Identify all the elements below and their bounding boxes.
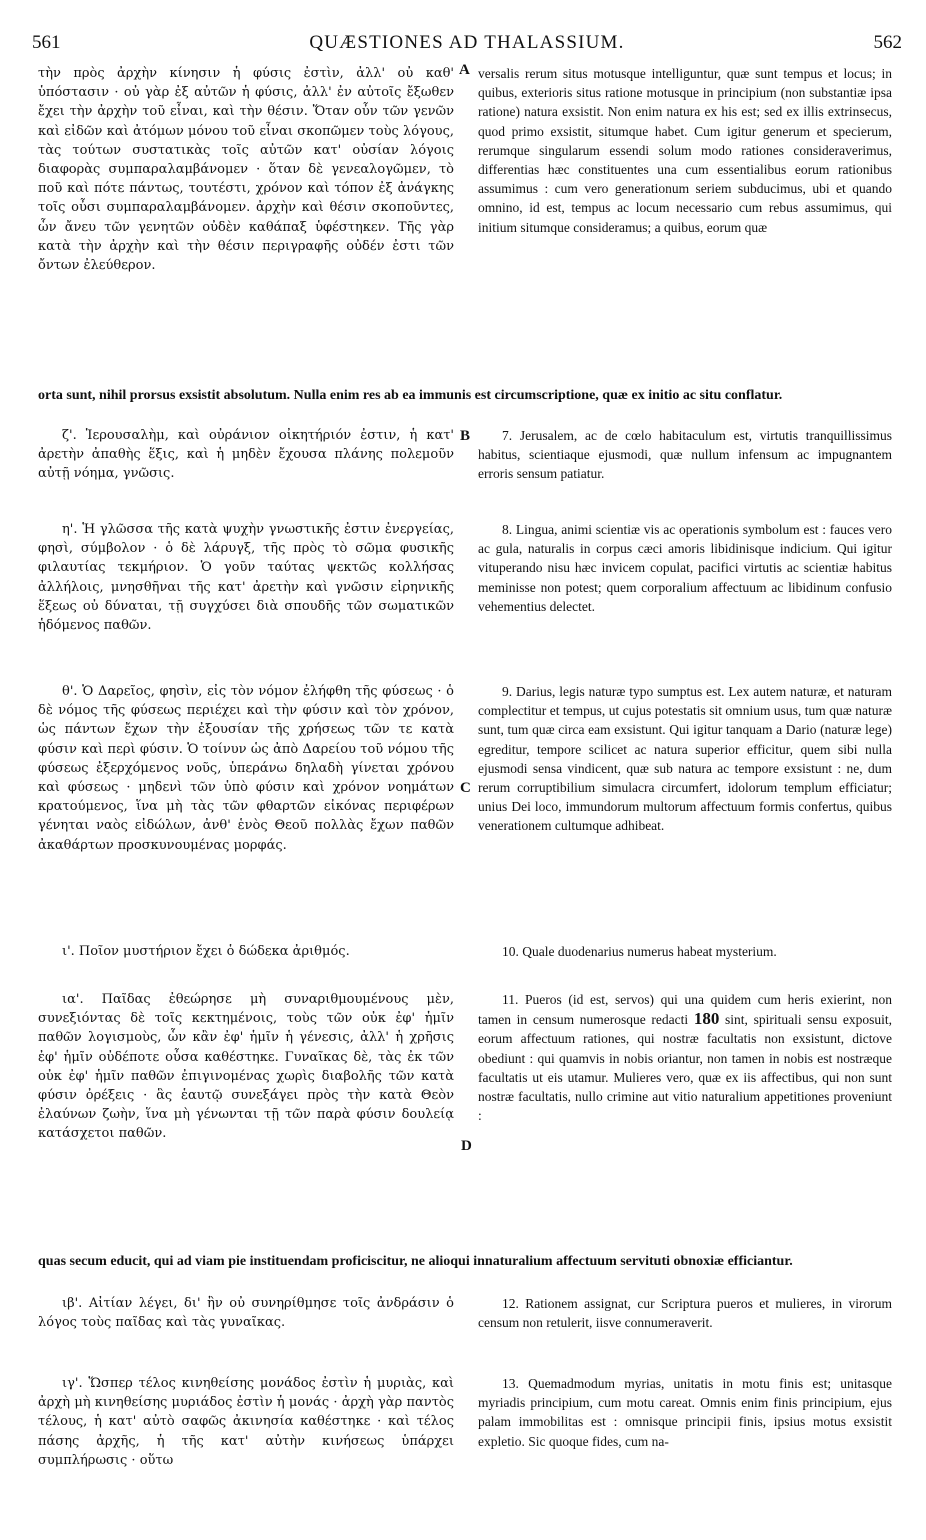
greek-section-8 — [38, 520, 454, 635]
margin-marker-b: B — [460, 428, 471, 444]
latin-section-12 — [478, 1294, 892, 1332]
running-header — [32, 32, 902, 58]
full-width-continuation-1 — [38, 372, 892, 419]
greek-section-13 — [38, 1374, 454, 1470]
latin-intro-text: versalis rerum situs motusque intelliguntur, quæ sunt tempus et locus; in quibus, exterioris situs ratione motusque in principium (non substantiæ ipsa ratione) natura exsistit. Non enim natura ex his est; sed ex illis extrinsecus, quod primo exsistit, situmque habet. Cum igitur generum et specierum, rerumque singularum essendi solum modo rationes consideraverimus, differentias hæc constituentes una cum essentialibus eorum rationibus assumimus : cum vero generationum seriem subducimus, ubi et quando omnino, id est, tempus ac locum necessario cum rebus assumimus, qui initium situmque consideramus; a quibus, eorum quæ — [478, 66, 892, 235]
latin-8-text: 8. Lingua, animi scientiæ vis ac operationis symbolum est : fauces vero ac gula, naturalis in corpus cæci amoris libidinisque indicium. Qui igitur vituperando nisu hæc invicem copulat, pacifici virtutis ac scientiæ habitus meminisse non potest; quem corporalium affectuum ac libidinum confusio vehementius delectet. — [478, 522, 892, 614]
greek-11-text: ια'. Παῖδας ἐθεώρησε μὴ συναριθμουμένους μὲν, συνεξιόντας δὲ τοῖς κεκτημένοις, τοὺς τῶν οὐκ ἐφ' ἡμῖν παθῶν λογισμοὺς, ὧν κἂν ἐφ' ἡμῖν ἡ γένεσις, ἀλλ' ἡ χρῆσις ἐφ' ἡμῖν οὐδέποτε οὖσα καθέστηκε. Γυναῖκας δὲ, τὰς ἐκ τῶν οὐκ ἐφ' ἡμῖν παθῶν ἐπιγινομένας χωρὶς διαβολῆς τῶν κατὰ φύσιν ὀρέξεις · ἃς ἑαυτῷ συνεξάγει πρὸς τὴν κατὰ Θεὸν ἐλαύνων ζωὴν, ἵνα μὴ γένωνται τῇ τῶν παρὰ φύσιν δουλείᾳ κατάσχετοι παθῶν. — [38, 992, 454, 1142]
greek-intro — [38, 64, 454, 275]
continuation-2-text: quas secum educit, qui ad viam pie instituendam proficiscitur, ne alioqui innaturalium affectuum servituti obnoxiæ efficiantur. — [38, 1254, 793, 1269]
latin-intro — [478, 64, 892, 237]
latin-9-text: 9. Darius, legis naturæ typo sumptus est. Lex autem naturæ, et naturam complectitur et tempus, ut cujus potestatis sit omnium usus, tum quæ naturæ sunt, tum quæ circa eam exsistunt. Qui igitur tanquam a Dario (naturæ lege) egreditur, tempore scilicet ac natura superior efficitur, quem sibi nulla ejusmodi sensa vindicent, quæ sub natura ac tempore exsistunt : ne, dum rerum corruptibilium simulacra circumfert, idolorum templum efficiatur; unius Dei loco, immundorum multorum affectuum formis confertus, quibus venerationem cultumque adhibeat. — [478, 684, 892, 834]
greek-section-12 — [38, 1294, 454, 1332]
latin-section-7 — [478, 426, 892, 484]
margin-marker-c: C — [460, 780, 471, 796]
latin-section-8 — [478, 520, 892, 616]
running-title: QUÆSTIONES AD THALASSIUM. — [309, 32, 625, 53]
margin-marker-a: A — [459, 62, 470, 78]
full-width-continuation-2 — [38, 1238, 892, 1285]
latin-section-10 — [478, 942, 892, 961]
latin-11-text — [478, 990, 892, 1125]
latin-12-text: 12. Rationem assignat, cur Scriptura pueros et mulieres, in virorum censum non retulerit, iisve connumeraverit. — [478, 1296, 892, 1331]
greek-8-text: η'. Ἡ γλῶσσα τῆς κατὰ ψυχὴν γνωστικῆς ἐστιν ἐνεργείας, φησὶ, σύμβολον · ὁ δὲ λάρυγξ, τῆς πρὸς τὸ σῶμα φυσικῆς φιλαυτίας τεκμήριον. Ὁ γοῦν ταύτας ψεκτῶς κολλήσας ἀλλήλοις, μνησθῆναι τῆς κατ' ἀρετὴν καὶ γνῶσιν εἰρηνικῆς ἕξεως οὐ δύναται, τῇ συγχύσει διὰ σπουδῆς τῶν σωματικῶν ἡδόμενος παθῶν. — [38, 522, 454, 634]
greek-12-text: ιβ'. Αἰτίαν λέγει, δι' ἣν οὐ συνηρίθμησε τοῖς ἀνδράσιν ὁ λόγος τοὺς παῖδας καὶ τὰς γυναῖκας. — [38, 1296, 454, 1331]
greek-7-text: ζ'. Ἱερουσαλὴμ, καὶ οὐράνιον οἰκητήριόν ἐστιν, ἡ κατ' ἀρετὴν ἀπαθὴς ἕξις, καὶ ἡ μηδὲν ἔχουσα πλάνης πολεμοῦν αὐτῇ νόημα, γνῶσις. — [38, 428, 454, 482]
latin-13-text: 13. Quemadmodum myrias, unitatis in motu finis est; unitasque myriadis principium, cum motu careat. Omnis enim finis principium, ejus palam immobilitas est : omnisque principii finis, ipsius motus exsistit expletio. Sic quoque fides, cum na- — [478, 1376, 892, 1449]
latin-10-text: 10. Quale duodenarius numerus habeat mysterium. — [502, 944, 777, 959]
margin-marker-d: D — [461, 1138, 472, 1154]
latin-7-text: 7. Jerusalem, ac de cœlo habitaculum est, virtutis tranquillissimus habitus, scientiaque ejusmodi, quæ nullum infensum ac impugnantem erroris sensum patiatur. — [478, 428, 892, 482]
latin-section-11 — [478, 990, 892, 1125]
latin-11-post: sint, spirituali sensu exposuit, eorum affectuum rationes, qui nostræ facultatis non exsistunt, dictove obediunt : qui quamvis in nobis oriantur, non tamen in nobis est nostræque facultatis ut eis utamur. Mulieres vero, quæ ex iis affectibus, qui non sunt nostræ facultatis, nullo crimine aut vitio naturalium appetitiones proveniunt : — [478, 1012, 893, 1124]
page-number-right: 562 — [873, 32, 902, 53]
greek-section-11 — [38, 990, 454, 1144]
greek-intro-text: τὴν πρὸς ἀρχὴν κίνησιν ἡ φύσις ἐστὶν, ἀλλ' οὐ καθ' ὑπόστασιν · οὐ γὰρ ἐξ αὐτῶν ἡ φύσις, ἀλλ' ἐν αὐτοῖς ἔξωθεν ἔχει τὴν ἀρχὴν τοῦ εἶναι, καὶ τὴν θέσιν. Ὅταν οὖν τῶν γενῶν καὶ εἰδῶν καὶ ἀτόμων μόνου τοῦ εἶναι σκοπῶμεν τοὺς λόγους, τὰς τούτων συστατικὰς τοῖς αὐτῶν κατ' οὐσίαν λόγοις διαφορὰς συμπαραλαμβάνομεν · ὅταν δὲ γενεαλογῶμεν, τὸ ποῦ καὶ πότε πάντως, τουτέστι, χρόνον καὶ τόπον ἐξ ἀνάγκης τοῖς οὖσι συμπαραλαμβάνομεν. ἀρχὴν καὶ θέσιν σκοποῦντες, ὧν ἄνευ τῶν γενητῶν οὐδὲν καθάπαξ ὑφέστηκεν. Τῆς γὰρ κατὰ τὴν ἀρχὴν καὶ τὴν θέσιν περιγραφῆς οὐδέν ἐστι τῶν ὄντων ἐλεύθερον. — [38, 66, 454, 274]
latin-section-13 — [478, 1374, 892, 1451]
latin-11-pre: 11. Pueros (id est, servos) qui una quidem cum heris exierint, non tamen in censum numerosque redacti — [478, 992, 892, 1028]
greek-section-7 — [38, 426, 454, 484]
greek-section-10 — [38, 942, 454, 961]
greek-13-text: ιγ'. Ὥσπερ τέλος κινηθείσης μονάδος ἐστὶν ἡ μυριὰς, καὶ ἀρχὴ μὴ κινηθείσης μυριάδος ἐστὶν ἡ μονάς · ἀρχὴ γὰρ παντὸς τέλους, ἡ κατ' αὐτὸ σαφῶς ἀκινησία καθέστηκε · καὶ τέλος πάσης ἀρχῆς, ἡ τῆς κατ' αὐτὴν κινήσεως ὑπάρχει συμπλήρωσις · οὕτω — [38, 1376, 454, 1468]
greek-9-text: θ'. Ὁ Δαρεῖος, φησὶν, εἰς τὸν νόμον ἐλήφθη τῆς φύσεως · ὁ δὲ νόμος τῆς φύσεως περιέχει καὶ τὴν φύσιν καὶ τὸν χρόνον, ὡς πάντων ἔχων τὴν ἐξουσίαν τῆς χρήσεως τῶν τε κατὰ φύσιν καὶ περὶ φύσιν. Ὁ τοίνυν ὡς ἀπὸ Δαρείου τοῦ νόμου τῆς φύσεως ἐξερχόμενος νοῦς, ὑπεράνω δηλαδὴ γίνεται χρόνου καὶ φύσεως · μηδενὶ τῶν ὑπὸ φύσιν καὶ χρόνον νοημάτων κρατούμενος, ἵνα μὴ τὰς τῶν φθαρτῶν εἰκόνας περιφέρων γένηται ναὸς εἰδώλων, ἀνθ' ἑνὸς Θεοῦ πολλὰς ἔχων παθῶν ἀκαθάρτων προσκυνουμένας μορφάς. — [38, 684, 454, 853]
greek-section-9 — [38, 682, 454, 855]
greek-10-text: ι'. Ποῖον μυστήριον ἔχει ὁ δώδεκα ἀριθμός. — [62, 944, 350, 959]
column-number-180: 180 — [693, 1009, 720, 1029]
latin-section-9 — [478, 682, 892, 836]
continuation-1-text: orta sunt, nihil prorsus exsistit absolutum. Nulla enim res ab ea immunis est circumscriptione, quæ ex initio ac situ conflatur. — [38, 388, 783, 403]
page-number-left: 561 — [32, 32, 61, 53]
